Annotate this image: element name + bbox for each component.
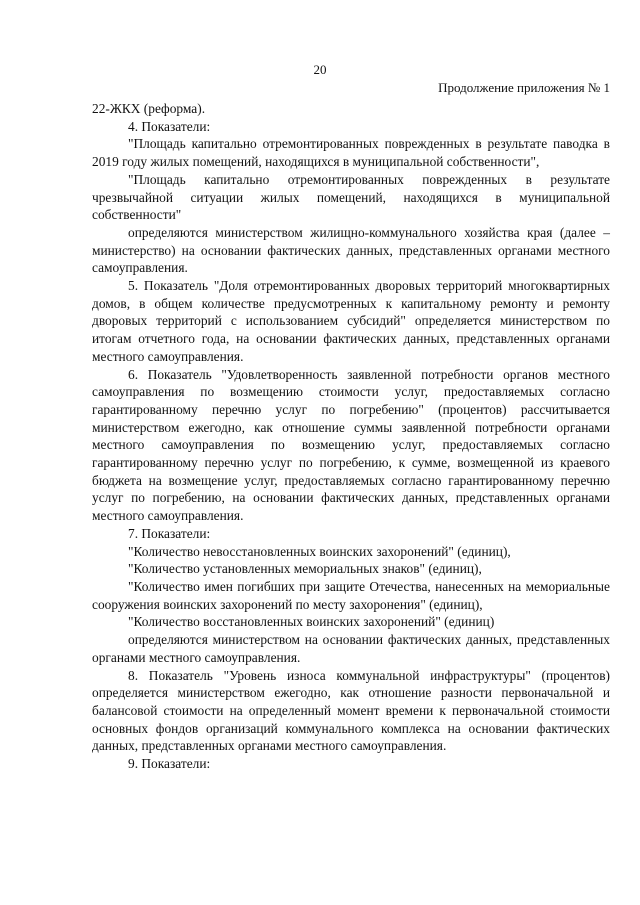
paragraph: 7. Показатели: [128, 525, 211, 541]
paragraph: "Количество имен погибших при защите Отечества, нанесенных на мемориальные сооружения воинских захоронений по месту захоронения" (единиц), [92, 578, 610, 612]
paragraph: 4. Показатели: [128, 118, 211, 134]
paragraph: определяются министерством жилищно-коммунального хозяйства края (далее – министерство) на основании фактических данных, представленных органами местного самоуправления. [92, 224, 610, 276]
paragraph: 22-ЖКХ (реформа). [92, 101, 206, 116]
paragraph: определяются министерством на основании фактических данных, представленных органами местного самоуправления. [92, 632, 610, 665]
page-number: 20 [313, 62, 327, 77]
paragraph: "Количество установленных мемориальных знаков" (единиц), [128, 561, 482, 577]
document-body [92, 100, 610, 773]
paragraph: 5. Показатель "Доля отремонтированных дворовых территорий многоквартирных домов, в общем количестве предусмотренных к капитальному ремонту и ремонту дворовых территорий с использованием субсидий" определяется министерством по итогам отчетного года, на основании фактических данных, представленных органами местного самоуправления. [92, 278, 610, 364]
paragraph: "Площадь капитально отремонтированных поврежденных в результате паводка в 2019 году жилых помещений, находящихся в муниципальной собственности", [92, 136, 610, 170]
paragraph: "Площадь капитально отремонтированных поврежденных в результате чрезвычайной ситуации жилых помещений, находящихся в муниципальной собственности" [92, 171, 610, 223]
paragraph: "Количество восстановленных воинских захоронений" (единиц) [128, 614, 495, 630]
appendix-continuation-note: Продолжение приложения № 1 [438, 80, 610, 95]
paragraph: 6. Показатель "Удовлетворенность заявленной потребности органов местного самоуправления по возмещению стоимости услуг, предоставляемых согласно гарантированному перечню услуг по погребению" (процентов) рассчитывается министерством ежегодно, как отношение суммы заявленной потребности органами местного самоуправления по возмещению услуг, предоставляемых согласно гарантированному перечню услуг по погребению, к сумме, возмещенной из краевого бюджета на возмещение услуг, предоставляемых согласно гарантированному перечню услуг по погребению, на основании фактических данных, представленных органами местного самоуправления. [92, 366, 610, 524]
paragraph: 9. Показатели: [128, 756, 211, 772]
paragraph: "Количество невосстановленных воинских захоронений" (единиц), [128, 543, 511, 559]
paragraph: 8. Показатель "Уровень износа коммунальной инфраструктуры" (процентов) определяется министерством ежегодно, как отношение разности первоначальной и балансовой стоимости на определенный момент времени к первоначальной стоимости основных фондов организаций коммунального комплекса на основании фактических данных, представленных органами местного самоуправления. [92, 667, 610, 754]
